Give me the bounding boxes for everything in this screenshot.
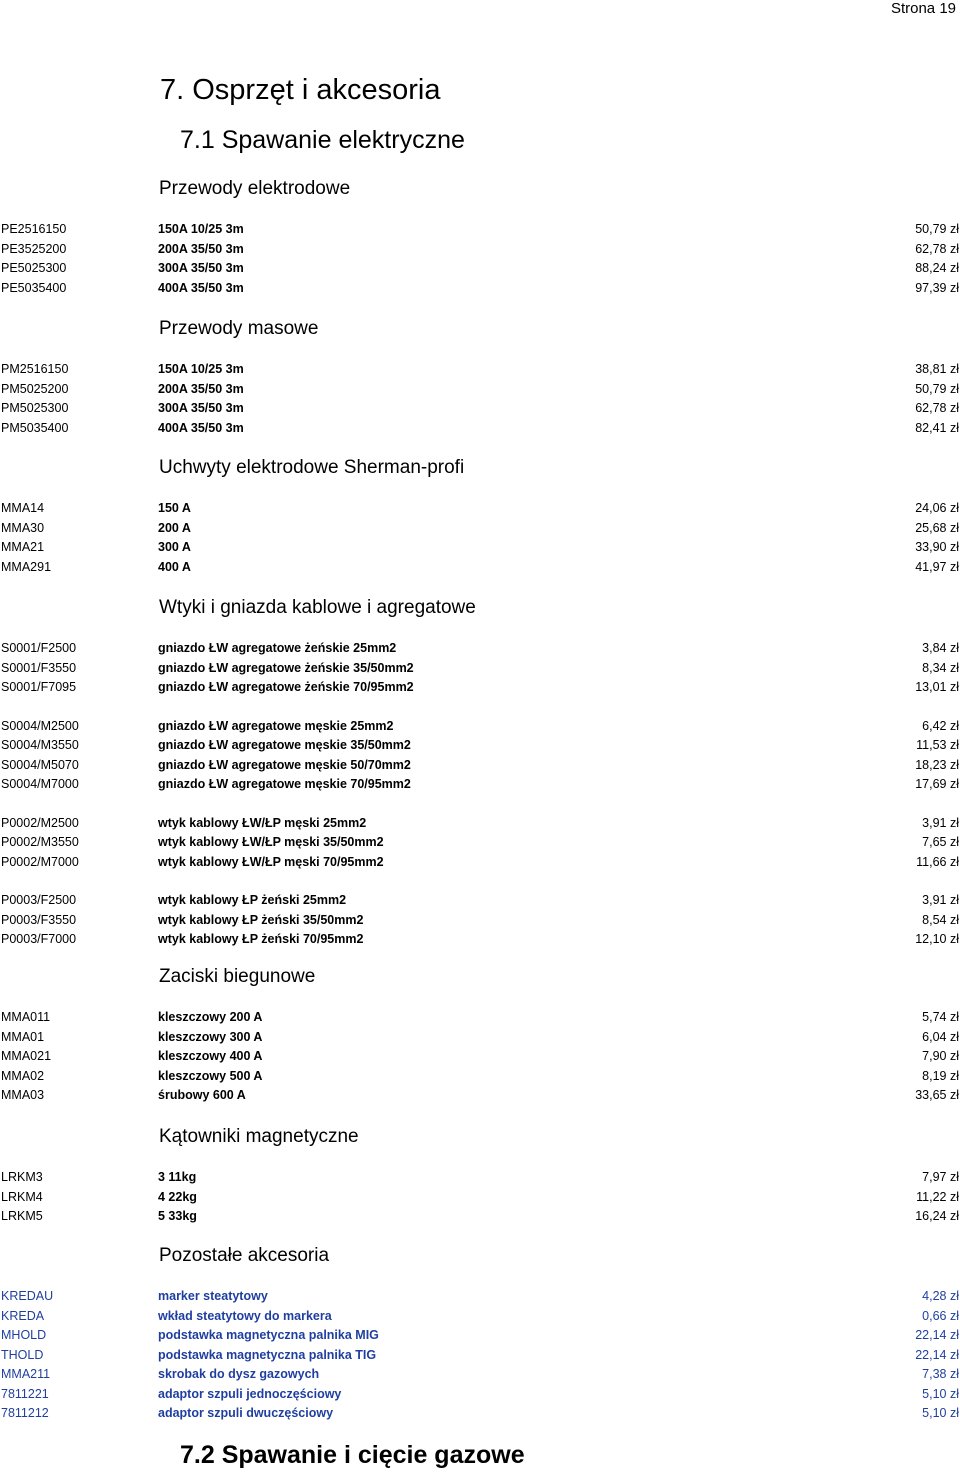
product-price: 13,01 zł (915, 680, 959, 694)
product-row (0, 777, 960, 797)
product-row (0, 1209, 960, 1229)
product-description: 150A 10/25 3m (158, 362, 244, 376)
product-price: 11,53 zł (916, 738, 959, 752)
product-code: LRKM5 (1, 1209, 43, 1223)
product-price: 88,24 zł (915, 261, 959, 275)
product-row (0, 1309, 960, 1329)
product-price: 82,41 zł (915, 421, 959, 435)
product-row (0, 1190, 960, 1210)
product-code: S0004/M7000 (1, 777, 79, 791)
product-row (0, 835, 960, 855)
product-code: PM5025300 (1, 401, 69, 415)
product-price: 38,81 zł (915, 362, 959, 376)
product-row (0, 1069, 960, 1089)
product-code: MMA291 (1, 560, 52, 574)
product-row (0, 242, 960, 262)
product-row (0, 758, 960, 778)
product-description: gniazdo ŁW agregatowe męskie 35/50mm2 (158, 738, 411, 752)
product-row (0, 362, 960, 382)
product-price: 8,54 zł (922, 913, 959, 927)
product-row (0, 816, 960, 836)
product-price: 5,74 zł (922, 1010, 959, 1024)
product-row (0, 855, 960, 875)
product-price: 11,66 zł (916, 855, 959, 869)
product-description: gniazdo ŁW agregatowe męskie 25mm2 (158, 719, 394, 733)
product-price: 62,78 zł (915, 401, 959, 415)
product-row (0, 913, 960, 933)
product-price: 11,22 zł (916, 1190, 959, 1204)
product-row (0, 738, 960, 758)
product-row (0, 521, 960, 541)
product-description: kleszczowy 200 A (158, 1010, 263, 1024)
product-price: 4,28 zł (922, 1289, 959, 1303)
product-description: 3 11kg (158, 1170, 197, 1184)
section-title: Pozostałe akcesoria (159, 1245, 330, 1266)
product-code: PE5035400 (1, 281, 67, 295)
product-price: 12,10 zł (915, 932, 959, 946)
product-price: 7,65 zł (922, 835, 959, 849)
product-row (0, 893, 960, 913)
product-description: kleszczowy 400 A (158, 1049, 263, 1063)
subchapter-title: 7.1 Spawanie elektryczne (180, 126, 465, 154)
product-description: 300A 35/50 3m (158, 401, 244, 415)
product-price: 50,79 zł (915, 382, 959, 396)
product-code: PE3525200 (1, 242, 67, 256)
product-description: gniazdo ŁW agregatowe żeńskie 25mm2 (158, 641, 397, 655)
product-description: wtyk kablowy ŁP żeński 35/50mm2 (158, 913, 364, 927)
product-row (0, 719, 960, 739)
product-price: 6,42 zł (922, 719, 959, 733)
product-description: śrubowy 600 A (158, 1088, 246, 1102)
product-code: MMA01 (1, 1030, 45, 1044)
product-description: 5 33kg (158, 1209, 197, 1223)
product-description: podstawka magnetyczna palnika MIG (158, 1328, 379, 1342)
product-price: 7,97 zł (922, 1170, 959, 1184)
product-description: podstawka magnetyczna palnika TIG (158, 1348, 377, 1362)
next-subchapter-title: 7.2 Spawanie i cięcie gazowe (180, 1441, 525, 1469)
product-code: PM5025200 (1, 382, 69, 396)
product-price: 22,14 zł (915, 1348, 959, 1362)
chapter-title: 7. Osprzęt i akcesoria (160, 74, 441, 106)
product-code: PM5035400 (1, 421, 69, 435)
product-row (0, 1406, 960, 1426)
product-code: LRKM3 (1, 1170, 43, 1184)
product-code: S0001/F2500 (1, 641, 77, 655)
product-description: marker steatytowy (158, 1289, 268, 1303)
product-description: wtyk kablowy ŁP żeński 25mm2 (158, 893, 347, 907)
product-description: kleszczowy 300 A (158, 1030, 263, 1044)
product-price: 33,65 zł (915, 1088, 959, 1102)
product-price: 7,38 zł (922, 1367, 959, 1381)
product-row (0, 382, 960, 402)
product-description: 200 A (158, 521, 191, 535)
product-price: 62,78 zł (915, 242, 959, 256)
product-code: P0003/F3550 (1, 913, 77, 927)
product-code: KREDA (1, 1309, 45, 1323)
product-row (0, 932, 960, 952)
product-price: 41,97 zł (915, 560, 959, 574)
product-description: gniazdo ŁW agregatowe żeńskie 70/95mm2 (158, 680, 414, 694)
product-price: 7,90 zł (922, 1049, 959, 1063)
product-price: 50,79 zł (915, 222, 959, 236)
section-title: Przewody masowe (159, 318, 319, 339)
product-code: PE5025300 (1, 261, 67, 275)
product-code: PE2516150 (1, 222, 67, 236)
product-row (0, 501, 960, 521)
product-row (0, 281, 960, 301)
product-row (0, 560, 960, 580)
product-code: MMA21 (1, 540, 45, 554)
product-description: skrobak do dysz gazowych (158, 1367, 320, 1381)
product-code: THOLD (1, 1348, 44, 1362)
product-code: MMA021 (1, 1049, 52, 1063)
product-code: 7811212 (1, 1406, 49, 1420)
section-title: Uchwyty elektrodowe Sherman-profi (159, 457, 465, 478)
product-row (0, 661, 960, 681)
product-description: adaptor szpuli jednoczęściowy (158, 1387, 342, 1401)
product-price: 97,39 zł (915, 281, 959, 295)
product-price: 8,34 zł (922, 661, 959, 675)
product-row (0, 540, 960, 560)
product-code: S0001/F3550 (1, 661, 77, 675)
product-code: MMA211 (1, 1367, 51, 1381)
product-code: MMA02 (1, 1069, 45, 1083)
product-price: 24,06 zł (915, 501, 959, 515)
section-title: Zaciski biegunowe (159, 966, 316, 987)
product-code: MMA14 (1, 501, 45, 515)
product-description: 150 A (158, 501, 191, 515)
product-price: 33,90 zł (915, 540, 959, 554)
product-code: PM2516150 (1, 362, 69, 376)
product-row (0, 1010, 960, 1030)
product-row (0, 1348, 960, 1368)
product-code: MMA03 (1, 1088, 45, 1102)
product-row (0, 680, 960, 700)
product-price: 3,84 zł (922, 641, 959, 655)
product-price: 5,10 zł (922, 1406, 959, 1420)
product-row (0, 1328, 960, 1348)
product-code: P0002/M2500 (1, 816, 79, 830)
product-description: adaptor szpuli dwuczęściowy (158, 1406, 334, 1420)
product-price: 0,66 zł (922, 1309, 959, 1323)
product-description: wtyk kablowy ŁW/ŁP męski 25mm2 (158, 816, 367, 830)
product-row (0, 1030, 960, 1050)
product-description: gniazdo ŁW agregatowe męskie 70/95mm2 (158, 777, 411, 791)
product-description: gniazdo ŁW agregatowe żeńskie 35/50mm2 (158, 661, 414, 675)
product-price: 17,69 zł (915, 777, 959, 791)
product-code: S0004/M3550 (1, 738, 79, 752)
product-description: 400 A (158, 560, 191, 574)
product-description: kleszczowy 500 A (158, 1069, 263, 1083)
product-row (0, 641, 960, 661)
product-row (0, 1387, 960, 1407)
product-description: wkład steatytowy do markera (158, 1309, 332, 1323)
section-title: Kątowniki magnetyczne (159, 1126, 359, 1147)
section-title: Wtyki i gniazda kablowe i agregatowe (159, 597, 476, 618)
product-price: 16,24 zł (915, 1209, 959, 1223)
product-code: LRKM4 (1, 1190, 43, 1204)
product-code: P0002/M3550 (1, 835, 79, 849)
product-row (0, 401, 960, 421)
product-price: 8,19 zł (922, 1069, 959, 1083)
product-code: MHOLD (1, 1328, 47, 1342)
product-row (0, 1170, 960, 1190)
product-description: 300 A (158, 540, 191, 554)
section-title: Przewody elektrodowe (159, 178, 351, 199)
product-description: gniazdo ŁW agregatowe męskie 50/70mm2 (158, 758, 411, 772)
product-code: MMA011 (1, 1010, 51, 1024)
product-row (0, 261, 960, 281)
product-code: S0004/M2500 (1, 719, 79, 733)
product-price: 5,10 zł (922, 1387, 959, 1401)
product-code: P0003/F7000 (1, 932, 77, 946)
product-code: P0002/M7000 (1, 855, 79, 869)
product-price: 22,14 zł (915, 1328, 959, 1342)
page-number: Strona 19 (890, 0, 956, 17)
product-description: wtyk kablowy ŁP żeński 70/95mm2 (158, 932, 364, 946)
product-description: wtyk kablowy ŁW/ŁP męski 70/95mm2 (158, 855, 384, 869)
product-code: MMA30 (1, 521, 45, 535)
product-row (0, 222, 960, 242)
product-description: 200A 35/50 3m (158, 382, 244, 396)
product-row (0, 1289, 960, 1309)
product-description: 300A 35/50 3m (158, 261, 244, 275)
product-description: 200A 35/50 3m (158, 242, 244, 256)
product-price: 18,23 zł (915, 758, 959, 772)
product-row (0, 421, 960, 441)
product-price: 3,91 zł (922, 893, 959, 907)
product-price: 25,68 zł (915, 521, 959, 535)
product-price: 6,04 zł (922, 1030, 959, 1044)
product-description: 400A 35/50 3m (158, 421, 244, 435)
product-code: 7811221 (1, 1387, 49, 1401)
product-code: S0001/F7095 (1, 680, 77, 694)
product-description: wtyk kablowy ŁW/ŁP męski 35/50mm2 (158, 835, 384, 849)
product-price: 3,91 zł (922, 816, 959, 830)
product-description: 400A 35/50 3m (158, 281, 244, 295)
product-row (0, 1088, 960, 1108)
product-code: P0003/F2500 (1, 893, 77, 907)
product-code: S0004/M5070 (1, 758, 79, 772)
product-description: 150A 10/25 3m (158, 222, 244, 236)
product-row (0, 1049, 960, 1069)
product-description: 4 22kg (158, 1190, 197, 1204)
product-code: KREDAU (1, 1289, 54, 1303)
product-row (0, 1367, 960, 1387)
